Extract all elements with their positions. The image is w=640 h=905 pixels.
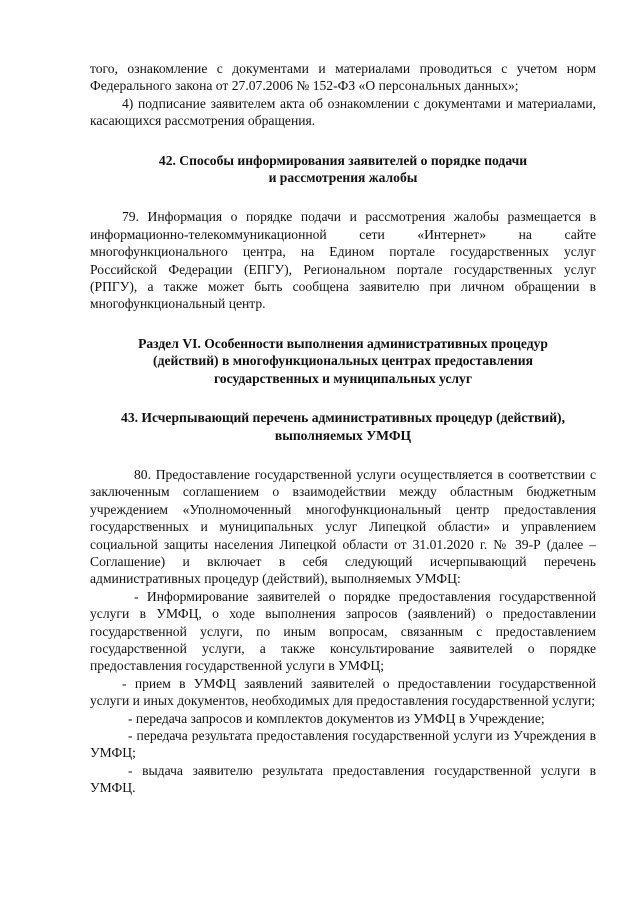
paragraph-continuation: того, ознакомление с документами и материалами проводиться с учетом норм Федерального закона от 27.07.2006 № 152-ФЗ «О персональных данных»; [90,61,596,94]
paragraph-80: 80. Предоставление государственной услуги осуществляется в соответствии с заключенным соглашением о взаимодействии между областным бюджетным учреждением «Уполномоченный многофункциональный центр предоставления государственных и муниципальных услуг Липецкой области» и управлением социальной защиты населения Липецкой области от 31.01.2020 г. № 39-Р (далее – Соглашение) и включает в себя следующий исчерпывающий перечень административных процедур (действий), выполняемых УМФЦ: [90,466,596,587]
list-item: - передача результата предоставления государственной услуги из Учреждения в УМФЦ; [90,728,596,761]
section-6-heading-line-3: государственных и муниципальных услуг [213,370,473,386]
heading-42-line-1: 42. Способы информирования заявителей о порядке подачи [158,152,528,168]
list-item: - выдача заявителю результата предоставления государственной услуги в УМФЦ. [90,762,596,796]
paragraph-79: 79. Информация о порядке подачи и рассмотрения жалобы размещается в информационно-телекоммуникационной сети «Интернет» на сайте многофункционального центра, на Едином портале государственных услуг Российской Федерации (ЕПГУ), Региональном портале государственных услуг (РПГУ), а также может быть сообщена заявителю при личном обращении в многофункциональный центр. [90,209,596,312]
heading-43-line-1: 43. Исчерпывающий перечень административных процедур (действий), [121,410,565,426]
list-item: - Информирование заявителей о порядке предоставления государственной услуги в УМФЦ, о ходе выполнения запросов (заявлений) о предоставлении государственной услуги, по иным вопросам, связанным с предоставлением государственной услуги, а также консультирование заявителей о порядке предоставления государственной услуги в УМФЦ; [90,588,596,674]
list-item: - передача запросов и комплектов документов из УМФЦ в Учреждение; [128,710,545,726]
paragraph-item-4: 4) подписание заявителем акта об ознакомлении с документами и материалами, касающихся рассмотрения обращения. [90,95,596,129]
document-page [90,60,596,797]
list-item: - прием в УМФЦ заявлений заявителей о предоставлении государственной услуги и иных документов, необходимых для предоставления государственной услуги; [90,675,596,709]
heading-42-line-2: и рассмотрения жалобы [268,170,418,186]
section-6-heading-line-1: Раздел VI. Особенности выполнения административных процедур [138,335,548,351]
heading-43-line-2: выполняемых УМФЦ [274,427,412,443]
section-6-heading-line-2: (действий) в многофункциональных центрах предоставления [153,353,533,369]
